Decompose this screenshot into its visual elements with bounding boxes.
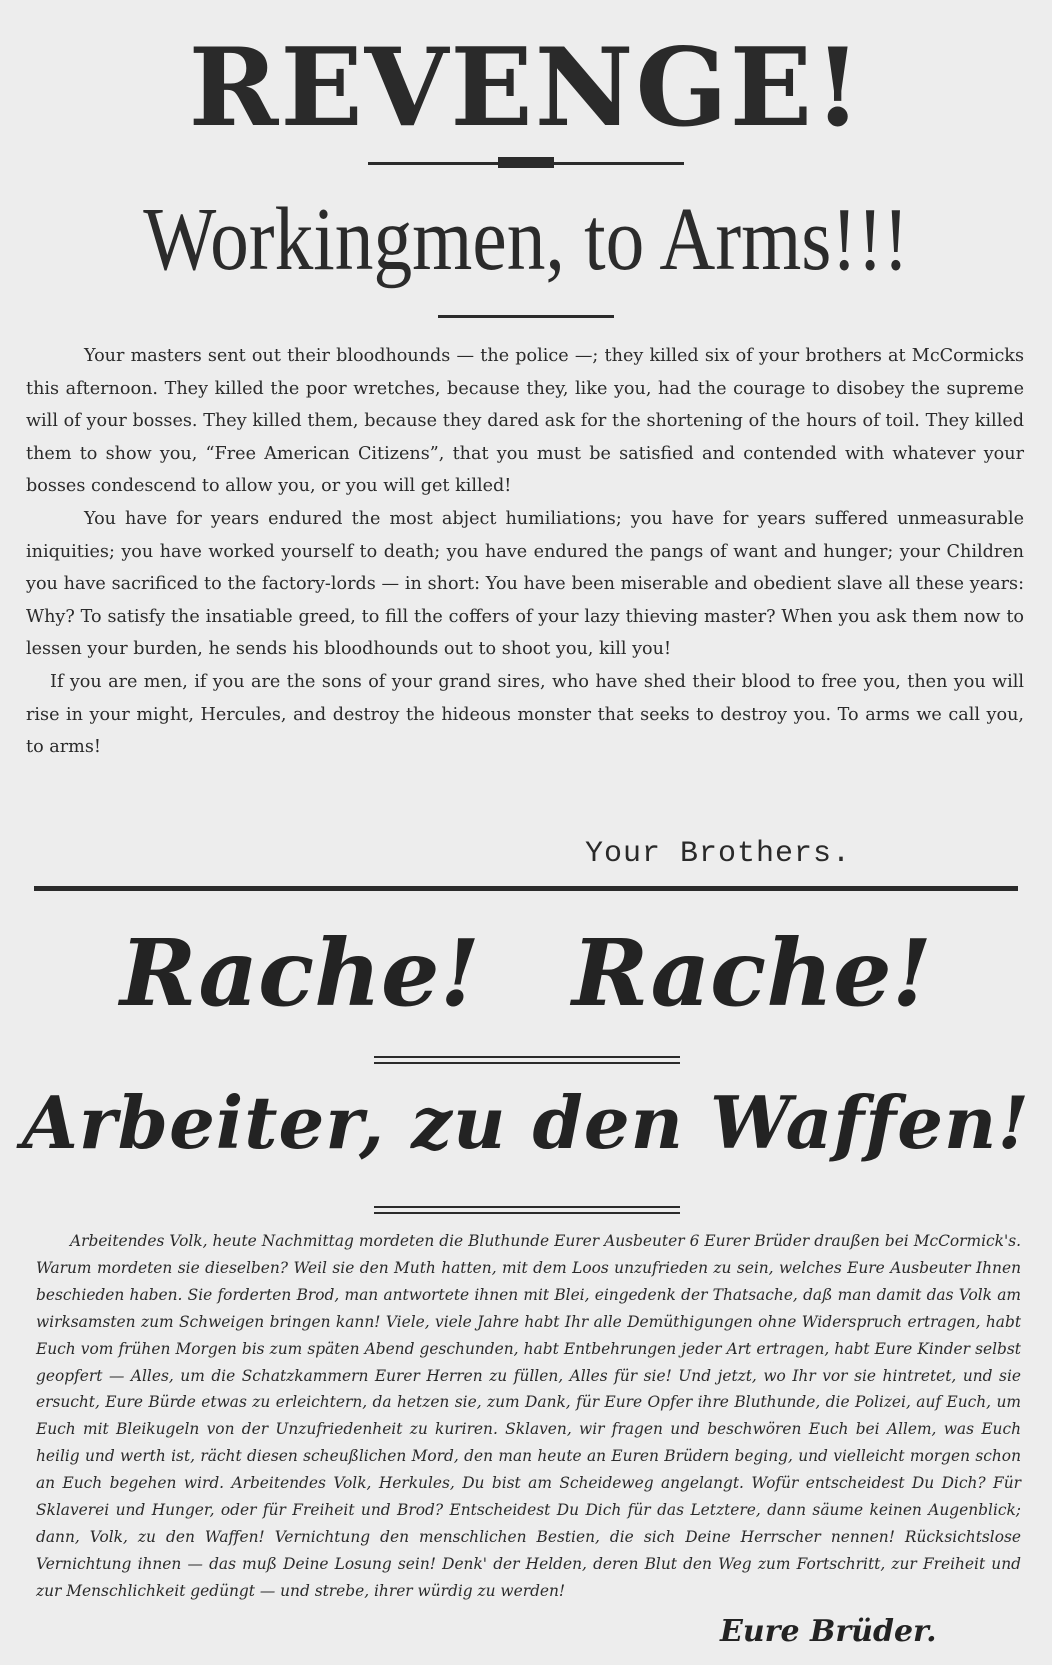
german-subheadline-rule-bottom	[374, 1212, 680, 1214]
english-paragraph-2: You have for years endured the most abject humiliations; you have for years suffered unmeasurable iniquities; you have worked yourself to death; you have endured the pangs of want and hunger; your Children you have sacrificed to the factory-lords — in short: You have been miserable and obedient slave all these years: Why? To satisfy the insatiable greed, to fill the coffers of your lazy thieving master? When you ask them now to lessen your burden, he sends his bloodhounds out to shoot you, kill you!	[26, 508, 1024, 660]
english-subheadline: Workingmen, to Arms!!!	[143, 190, 909, 289]
english-paragraph-3: If you are men, if you are the sons of your grand sires, who have shed their blood to free you, then you will rise in your might, Hercules, and destroy the hideous monster that seeks to destroy you. To arms we call you, to arms!	[26, 671, 1024, 758]
english-headline: REVENGE!	[188, 25, 864, 151]
german-headline-rule-top	[374, 1056, 680, 1058]
headline-rule-right	[554, 162, 684, 165]
headline-rule-center	[498, 157, 554, 168]
german-subheadline-rule-top	[374, 1206, 680, 1208]
german-headline: Rache! Rache!	[119, 919, 933, 1027]
german-paragraph: Arbeitendes Volk, heute Nachmittag mordeten die Bluthunde Eurer Ausbeuter 6 Eurer Brüder draußen bei McCormick's. Warum mordeten sie dieselben? Weil sie den Muth hatten, mit dem Loos unzufrieden zu sein, welches Eure Ausbeuter Ihnen beschieden haben. Sie forderten Brod, man antwortete ihnen mit Blei, eingedenk der Thatsache, daß man damit das Volk am wirksamsten zum Schweigen bringen kann! Viele, viele Jahre habt Ihr alle Demüthigungen ohne Widerspruch ertragen, habt Euch vom frühen Morgen bis zum späten Abend geschunden, habt Entbehrungen jeder Art ertragen, habt Eure Kinder selbst geopfert — Alles, um die Schatzkammern Eurer Herren zu füllen, Alles für sie! Und jetzt, wo Ihr vor sie hintretet, und sie ersucht, Eure Bürde etwas zu erleichtern, da hetzen sie, zum Dank, für Eure Opfer ihre Bluthunde, die Polizei, auf Euch, um Euch mit Bleikugeln von der Unzufriedenheit zu kuriren. Sklaven, wir fragen und beschwören Euch bei Allem, was Euch heilig und werth ist, rächt diesen scheußlichen Mord, den man heute an Euren Brüdern beging, und vielleicht morgen schon an Euch begehen wird. Arbeitendes Volk, Herkules, Du bist am Scheideweg angelangt. Wofür entscheidest Du Dich? Für Sklaverei und Hunger, oder für Freiheit und Brod? Entscheidest Du Dich für das Letztere, dann säume keinen Augenblick; dann, Volk, zu den Waffen! Vernichtung den menschlichen Bestien, die sich Deine Herrscher nennen! Rücksichtslose Vernichtung ihnen — das muß Deine Losung sein! Denk' der Helden, deren Blut den Weg zum Fortschritt, zur Freiheit und zur Menschlichkeit gedüngt — und strebe, ihrer würdig zu werden!	[36, 1232, 1021, 1600]
german-headline-rule-bottom	[374, 1062, 680, 1064]
subheadline-rule	[438, 315, 614, 318]
english-signature: Your Brothers.	[585, 837, 852, 871]
section-divider	[34, 886, 1018, 891]
german-body	[36, 1228, 1021, 1605]
english-body	[26, 340, 1024, 764]
headline-rule-left	[368, 162, 498, 165]
german-subheadline: Arbeiter, zu den Waffen!	[21, 1080, 1031, 1165]
english-paragraph-1: Your masters sent out their bloodhounds — the police —; they killed six of your brothers at McCormicks this afternoon. They killed the poor wretches, because they, like you, had the courage to disobey the supreme will of your bosses. They killed them, because they dared ask for the shortening of the hours of toil. They killed them to show you, “Free American Citizens”, that you must be satisfied and contended with whatever your bosses condescend to allow you, or you will get killed!	[26, 346, 1024, 497]
german-signature: Eure Brüder.	[720, 1614, 937, 1649]
